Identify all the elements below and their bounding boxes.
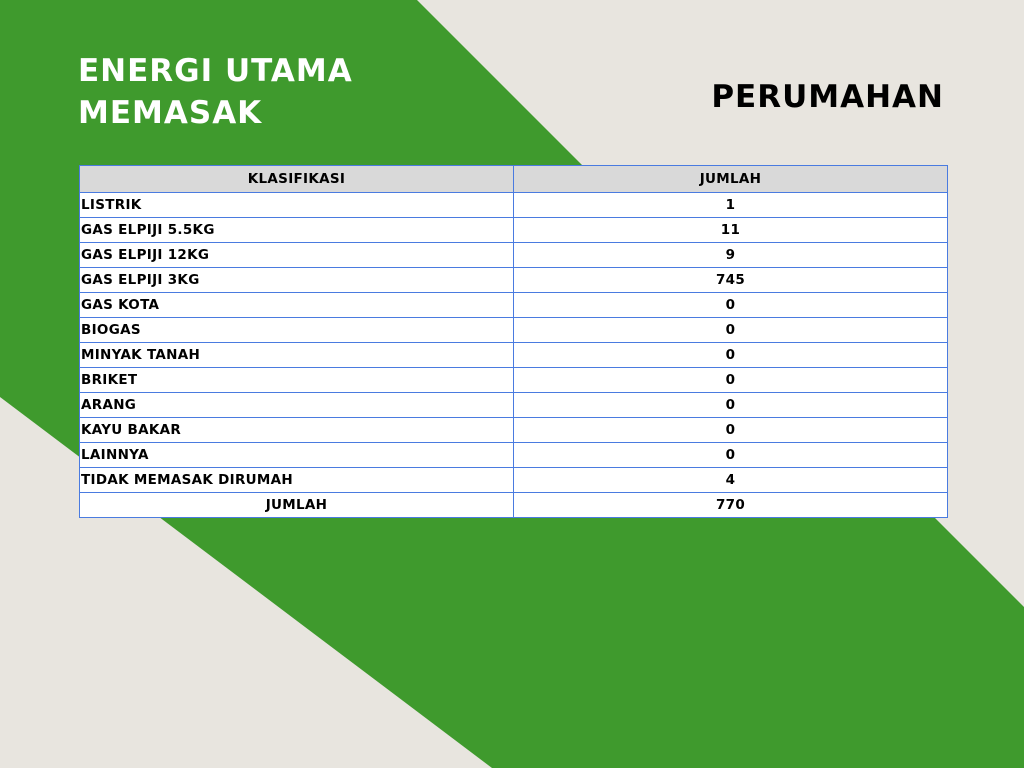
row-label: GAS ELPIJI 3KG	[80, 268, 514, 293]
row-value: 0	[514, 293, 948, 318]
row-label: ARANG	[80, 393, 514, 418]
table-row	[80, 268, 948, 293]
row-value: 0	[514, 318, 948, 343]
page-subtitle: PERUMAHAN	[711, 79, 944, 115]
row-value: 11	[514, 218, 948, 243]
row-label: BRIKET	[80, 368, 514, 393]
total-value: 770	[514, 493, 948, 518]
column-header-jumlah: JUMLAH	[514, 166, 948, 193]
page-title-line-2: MEMASAK	[78, 95, 263, 131]
table-row	[80, 343, 948, 368]
row-label: GAS KOTA	[80, 293, 514, 318]
row-label: LISTRIK	[80, 193, 514, 218]
row-label: MINYAK TANAH	[80, 343, 514, 368]
row-value: 9	[514, 243, 948, 268]
cooking-energy-table	[79, 165, 948, 518]
table-row	[80, 293, 948, 318]
row-label: GAS ELPIJI 12KG	[80, 243, 514, 268]
table-row	[80, 218, 948, 243]
table-row	[80, 443, 948, 468]
page-title-line-1: ENERGI UTAMA	[78, 53, 353, 89]
row-label: LAINNYA	[80, 443, 514, 468]
row-label: BIOGAS	[80, 318, 514, 343]
row-value: 745	[514, 268, 948, 293]
table-row	[80, 393, 948, 418]
row-value: 1	[514, 193, 948, 218]
total-label: JUMLAH	[80, 493, 514, 518]
table-row	[80, 368, 948, 393]
row-value: 4	[514, 468, 948, 493]
row-value: 0	[514, 443, 948, 468]
row-value: 0	[514, 393, 948, 418]
row-value: 0	[514, 368, 948, 393]
table-total-row	[80, 493, 948, 518]
table-row	[80, 318, 948, 343]
row-label: TIDAK MEMASAK DIRUMAH	[80, 468, 514, 493]
row-value: 0	[514, 343, 948, 368]
row-label: KAYU BAKAR	[80, 418, 514, 443]
data-table-container	[79, 165, 947, 518]
table-row	[80, 193, 948, 218]
row-label: GAS ELPIJI 5.5KG	[80, 218, 514, 243]
table-row	[80, 418, 948, 443]
page-title	[78, 50, 353, 134]
table-header-row	[80, 166, 948, 193]
table-row	[80, 243, 948, 268]
table-row	[80, 468, 948, 493]
column-header-klasifikasi: KLASIFIKASI	[80, 166, 514, 193]
row-value: 0	[514, 418, 948, 443]
